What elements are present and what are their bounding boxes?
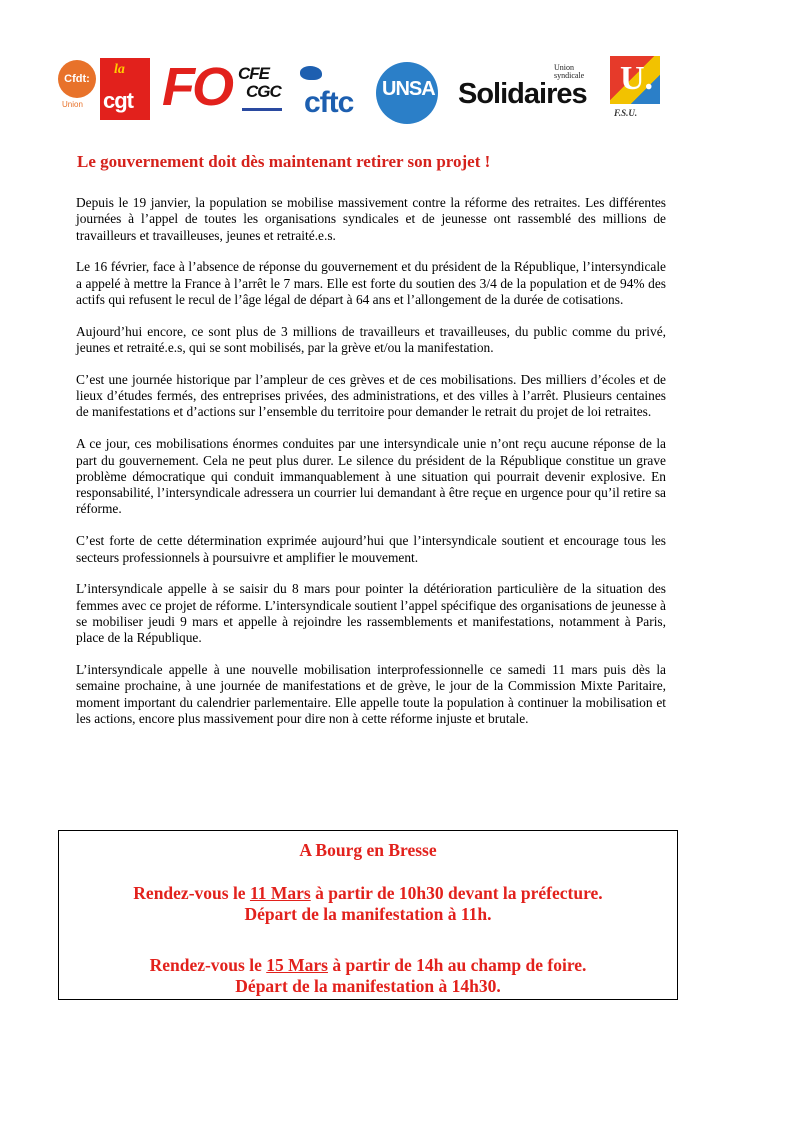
fsu-logo — [610, 56, 662, 126]
dove-icon — [300, 66, 322, 80]
cfe-cgc-logo-bar — [242, 108, 282, 111]
cgt-logo-label: cgt — [103, 88, 133, 113]
paragraph-2: Le 16 février, face à l’absence de réponse du gouvernement et du président de la République, l’intersyndicale a appelé à mettre la France à l’arrêt le 7 mars. Elle est forte du soutien des 3/4 de la population et de 94% des actifs qui refusent le recul de l’âge légal de départ à 64 ans et l’allongement de la durée de cotisations. — [76, 259, 666, 307]
cfe-cgc-logo-line2: CGC — [246, 82, 281, 101]
page-title: Le gouvernement doit dès maintenant retirer son projet ! — [77, 152, 491, 171]
unsa-logo — [376, 62, 438, 124]
rendezvous-2-prefix: Rendez-vous le — [149, 955, 267, 975]
cgt-logo-prefix: la — [114, 62, 125, 77]
paragraph-7: L’intersyndicale appelle à se saisir du 8 mars pour pointer la détérioration particulière de la situation des femmes avec ce projet de réforme. L’intersyndicale soutient l’appel spécifique des organisations de jeunesse à se mobiliser jeudi 9 mars et appelle à rejoindre les rassemblements et manifestations, notamment à Paris, place de la République. — [76, 581, 666, 646]
rendezvous-1-suffix: à partir de 10h30 devant la préfecture. — [310, 883, 603, 903]
cgt-logo — [100, 58, 150, 120]
rendezvous-1 — [59, 883, 677, 925]
paragraph-4: C’est une journée historique par l’ampleur de ces grèves et de ces mobilisations. Des milliers d’écoles et de lieux d’études fermés, des entreprises privées, des administrations, et des villes à l’arrêt. Plusieurs centaines de manifestations et d’actions sur l’ensemble du territoire pour demander le retrait du projet de loi retraites. — [76, 371, 666, 420]
rendezvous-2-line — [59, 955, 677, 976]
rendezvous-2 — [59, 955, 677, 997]
rendezvous-2-depart: Départ de la manifestation à 14h30. — [235, 976, 501, 996]
cfdt-logo-label: Cfdt: — [58, 60, 96, 98]
rendezvous-2-date: 15 Mars — [266, 955, 328, 975]
fo-logo-label: FO — [162, 57, 231, 117]
union-logos-strip — [58, 58, 678, 128]
event-box — [58, 830, 678, 1000]
rendezvous-1-prefix: Rendez-vous le — [133, 883, 250, 903]
fo-logo — [162, 57, 232, 122]
body-text — [76, 195, 666, 743]
rendezvous-2-suffix: à partir de 14h au champ de foire. — [327, 955, 587, 975]
event-place: A Bourg en Bresse — [299, 840, 437, 860]
paragraph-6: C’est forte de cette détermination exprimée aujourd’hui que l’intersyndicale soutient et encourage tous les secteurs professionnels à poursuivre et amplifier le mouvement. — [76, 533, 666, 565]
rendezvous-1-line — [59, 883, 677, 904]
solidaires-logo — [458, 63, 598, 116]
cfe-cgc-logo-line1: CFE — [238, 64, 269, 83]
paragraph-8: L’intersyndicale appelle à une nouvelle mobilisation interprofessionnelle ce samedi 11 mars puis dès la semaine prochaine, à une journée de manifestations et de grève, le jour de la Commission Mixte Paritaire, moment important du calendrier parlementaire. Elle appelle toute la population à continuer la mobilisation et les actions, encore plus massivement pour dire non à cette réforme injuste et brutale. — [76, 662, 666, 726]
cfdt-logo-sub: Union — [62, 100, 83, 109]
cftc-logo — [300, 66, 370, 122]
solidaires-logo-label: Solidaires — [458, 78, 587, 110]
rendezvous-1-date: 11 Mars — [249, 883, 311, 903]
solidaires-logo-union: Union syndicale — [554, 63, 585, 80]
cfdt-logo — [58, 60, 98, 116]
paragraph-1: Depuis le 19 janvier, la population se mobilise massivement contre la réforme des retraites. Les différentes journées à l’appel de toutes les organisations syndicales et de jeunesse ont rassemblé des millions de travailleurs et travailleuses, jeunes et retraité.e.s. — [76, 195, 666, 243]
cfe-cgc-logo — [238, 64, 288, 120]
fsu-logo-label: U. — [620, 60, 654, 97]
rendezvous-1-depart: Départ de la manifestation à 11h. — [244, 904, 492, 924]
paragraph-3: Aujourd’hui encore, ce sont plus de 3 millions de travailleurs et travailleuses, du public comme du privé, jeunes et retraité.e.s, qui se sont mobilisés, par la grève et/ou la manifestation. — [76, 323, 666, 356]
cftc-logo-label: cftc — [304, 86, 354, 119]
fsu-logo-sub: F.S.U. — [614, 108, 638, 118]
paragraph-5: A ce jour, ces mobilisations énormes conduites par une intersyndicale unie n’ont reçu aucune réponse de la part du gouvernement. Cela ne peut plus durer. Le silence du président de la République constitue un grave problème démocratique qui conduit immanquablement à une situation qui pourrait devenir explosive. En responsabilité, l’intersyndicale adressera un courrier lui demandant à être reçue en urgence pour qu’il retire sa réforme. — [76, 436, 666, 517]
unsa-logo-label: UNSA — [382, 78, 435, 100]
